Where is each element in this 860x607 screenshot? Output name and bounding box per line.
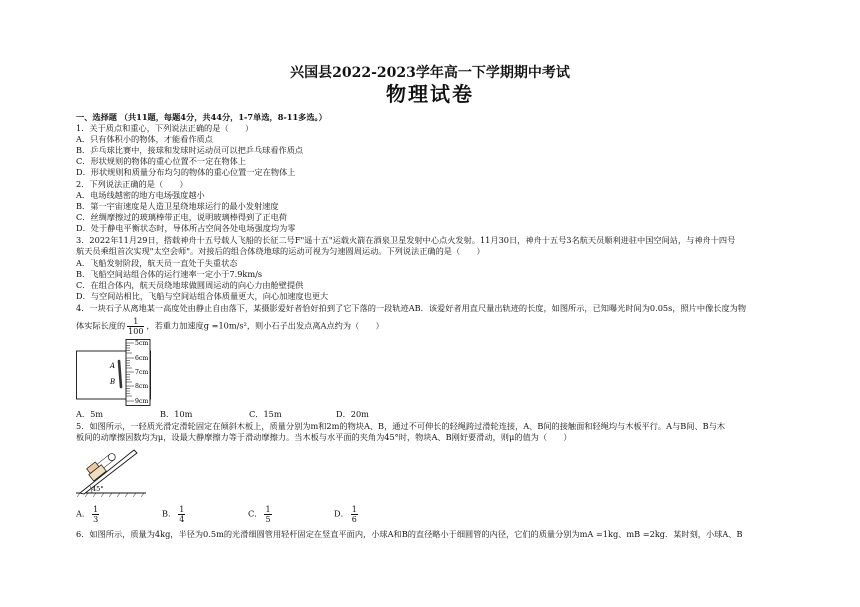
q2-option-a: A．电场线越密的地方电场强度越小 [76, 190, 205, 200]
q5-option-b [162, 505, 187, 524]
trajectory-streak [119, 361, 121, 387]
q3-option-a: A．飞船发射阶段，航天员一直处于失重状态 [76, 258, 238, 268]
q5-option-c-letter: C． [248, 508, 263, 519]
q4-option-b: B．10m [160, 409, 193, 419]
q5-option-a-numerator: 1 [93, 505, 99, 514]
exam-title: 兴国县2022-2023学年高一下学期期中考试 [290, 65, 570, 81]
q5-option-a [76, 505, 101, 524]
ground-hatching [77, 493, 144, 497]
q5-option-d [334, 505, 360, 524]
q5-option-d-letter: D． [334, 508, 349, 519]
q2-option-d: D．处于静电平衡状态时，导体所占空间各处电场强度均为零 [76, 223, 296, 233]
section-heading: 一、选择题 （共11题，每题4分，共44分，1-7单选，8-11多选。） [76, 112, 327, 122]
q5-option-a-letter: A． [76, 508, 91, 519]
q4-line-2-prefix: 体实际长度的 [76, 320, 126, 331]
q3-line-2: 航天员乘组首次实现"太空会师"。对接后的组合体绕地球的运动可视为匀速圆周运动。下列说法正确的是（ ） [76, 246, 485, 256]
q4-ratio-fraction [127, 317, 144, 336]
pulley [107, 452, 117, 462]
q3-line-1: 3．2022年11月29日，搭载神舟十五号载人飞船的长征二号F"遥十五"运载火箭在酒泉卫星发射中心点火发射。11月30日，神舟十五号3名航天员顺利进驻中国空间站，与神舟十四号 [76, 235, 736, 245]
q4-ratio-numerator: 1 [127, 317, 144, 327]
q4-ruler-figure [76, 339, 196, 407]
q5-option-d-denominator: 6 [351, 515, 357, 524]
q3-option-b: B．飞船空间站组合体的运行速率一定小于7.9km/s [76, 269, 263, 279]
q5-option-c-numerator: 1 [265, 505, 271, 514]
q5-option-b-denominator: 4 [179, 515, 185, 524]
q1-stem: 1．关于质点和重心，下列说法正确的是（ ） [76, 123, 254, 133]
q2-option-b: B．第一宇宙速度是人造卫星绕地球运行的最小发射速度 [76, 201, 279, 211]
q4-line-2 [76, 317, 384, 336]
subject-title: 物理试卷 [386, 82, 474, 106]
q4-line-1: 4．一块石子从离地某一高度处由静止自由落下，某摄影爱好者恰好拍到了它下落的一段轨迹AB．该爱好者用直尺量出轨迹的长度，如图所示，已知曝光时间为0.05s，照片中像长度为物 [76, 303, 747, 313]
q5-option-c-denominator: 5 [265, 515, 271, 524]
q2-stem: 2．下列说法正确的是（ ） [76, 179, 188, 189]
q3-option-c: C．在组合体内，航天员绕地球做圆周运动的向心力由舱壁提供 [76, 280, 304, 290]
ruler-label-6cm: 6cm [135, 355, 149, 362]
q5-option-d-numerator: 1 [351, 505, 357, 514]
q5-option-c [248, 505, 274, 524]
q2-option-c: C．丝绸摩擦过的玻璃棒带正电，说明玻璃棒得到了正电荷 [76, 212, 287, 222]
q4-option-c: C．15m [249, 409, 282, 419]
q4-ratio-denominator: 100 [128, 327, 144, 336]
angle-label: 45° [92, 485, 104, 493]
q5-incline-figure [74, 446, 150, 498]
q5-option-b-letter: B． [162, 508, 177, 519]
ruler-label-8cm: 8cm [135, 383, 149, 390]
q5-option-b-fraction [178, 505, 185, 524]
q1-option-d: D．形状规则和质量分布均匀的物体的重心位置一定在物体上 [76, 167, 296, 177]
q4-line-2-suffix: ，若重力加速度g =10m/s²，则小石子出发点离A点约为（ ） [146, 320, 384, 331]
point-b-label: B [110, 378, 116, 386]
q5-line-2: 板间的动摩擦因数均为μ，设最大静摩擦力等于滑动摩擦力。当木板与水平面的夹角为45°时，物块A、B刚好要滑动，则μ的值为（ ） [76, 432, 572, 442]
point-a-label: A [110, 362, 116, 370]
q1-option-c: C．形状规则的物体的重心位置不一定在物体上 [76, 156, 247, 166]
q5-line-1: 5．如图所示，一轻质光滑定滑轮固定在倾斜木板上，质量分别为m和2m的物块A、B，通过不可伸长的轻绳跨过滑轮连接，A、B间的接触面和轻绳均与木板平行。A与B间、B与木 [76, 421, 726, 431]
q5-option-d-fraction [351, 505, 358, 524]
q5-option-b-numerator: 1 [179, 505, 185, 514]
q5-option-c-fraction [264, 505, 271, 524]
q4-option-d: D．20m [336, 409, 369, 419]
q3-option-d: D．与空间站相比，飞船与空间站组合体质量更大，向心加速度也更大 [76, 291, 329, 301]
ruler-label-5cm: 5cm [135, 340, 149, 347]
q5-option-a-denominator: 3 [93, 515, 99, 524]
q1-option-a: A．只有体积小的物体，才能看作质点 [76, 134, 213, 144]
q5-option-a-fraction [92, 505, 99, 524]
ruler-label-9cm: 9cm [135, 398, 149, 405]
q4-option-a: A．5m [76, 409, 104, 419]
q1-option-b: B．乒乓球比赛中，接球和发球时运动员可以把乒乓球看作质点 [76, 145, 304, 155]
q6-line-1: 6．如图所示，质量为4kg，半径为0.5m的光滑细圆管用轻杆固定在竖直平面内，小球A和B的直径略小于细圆管的内径，它们的质量分别为mA =1kg、mB =2kg．某时刻，小球A、B [76, 529, 743, 539]
ruler-label-7cm: 7cm [135, 369, 149, 376]
